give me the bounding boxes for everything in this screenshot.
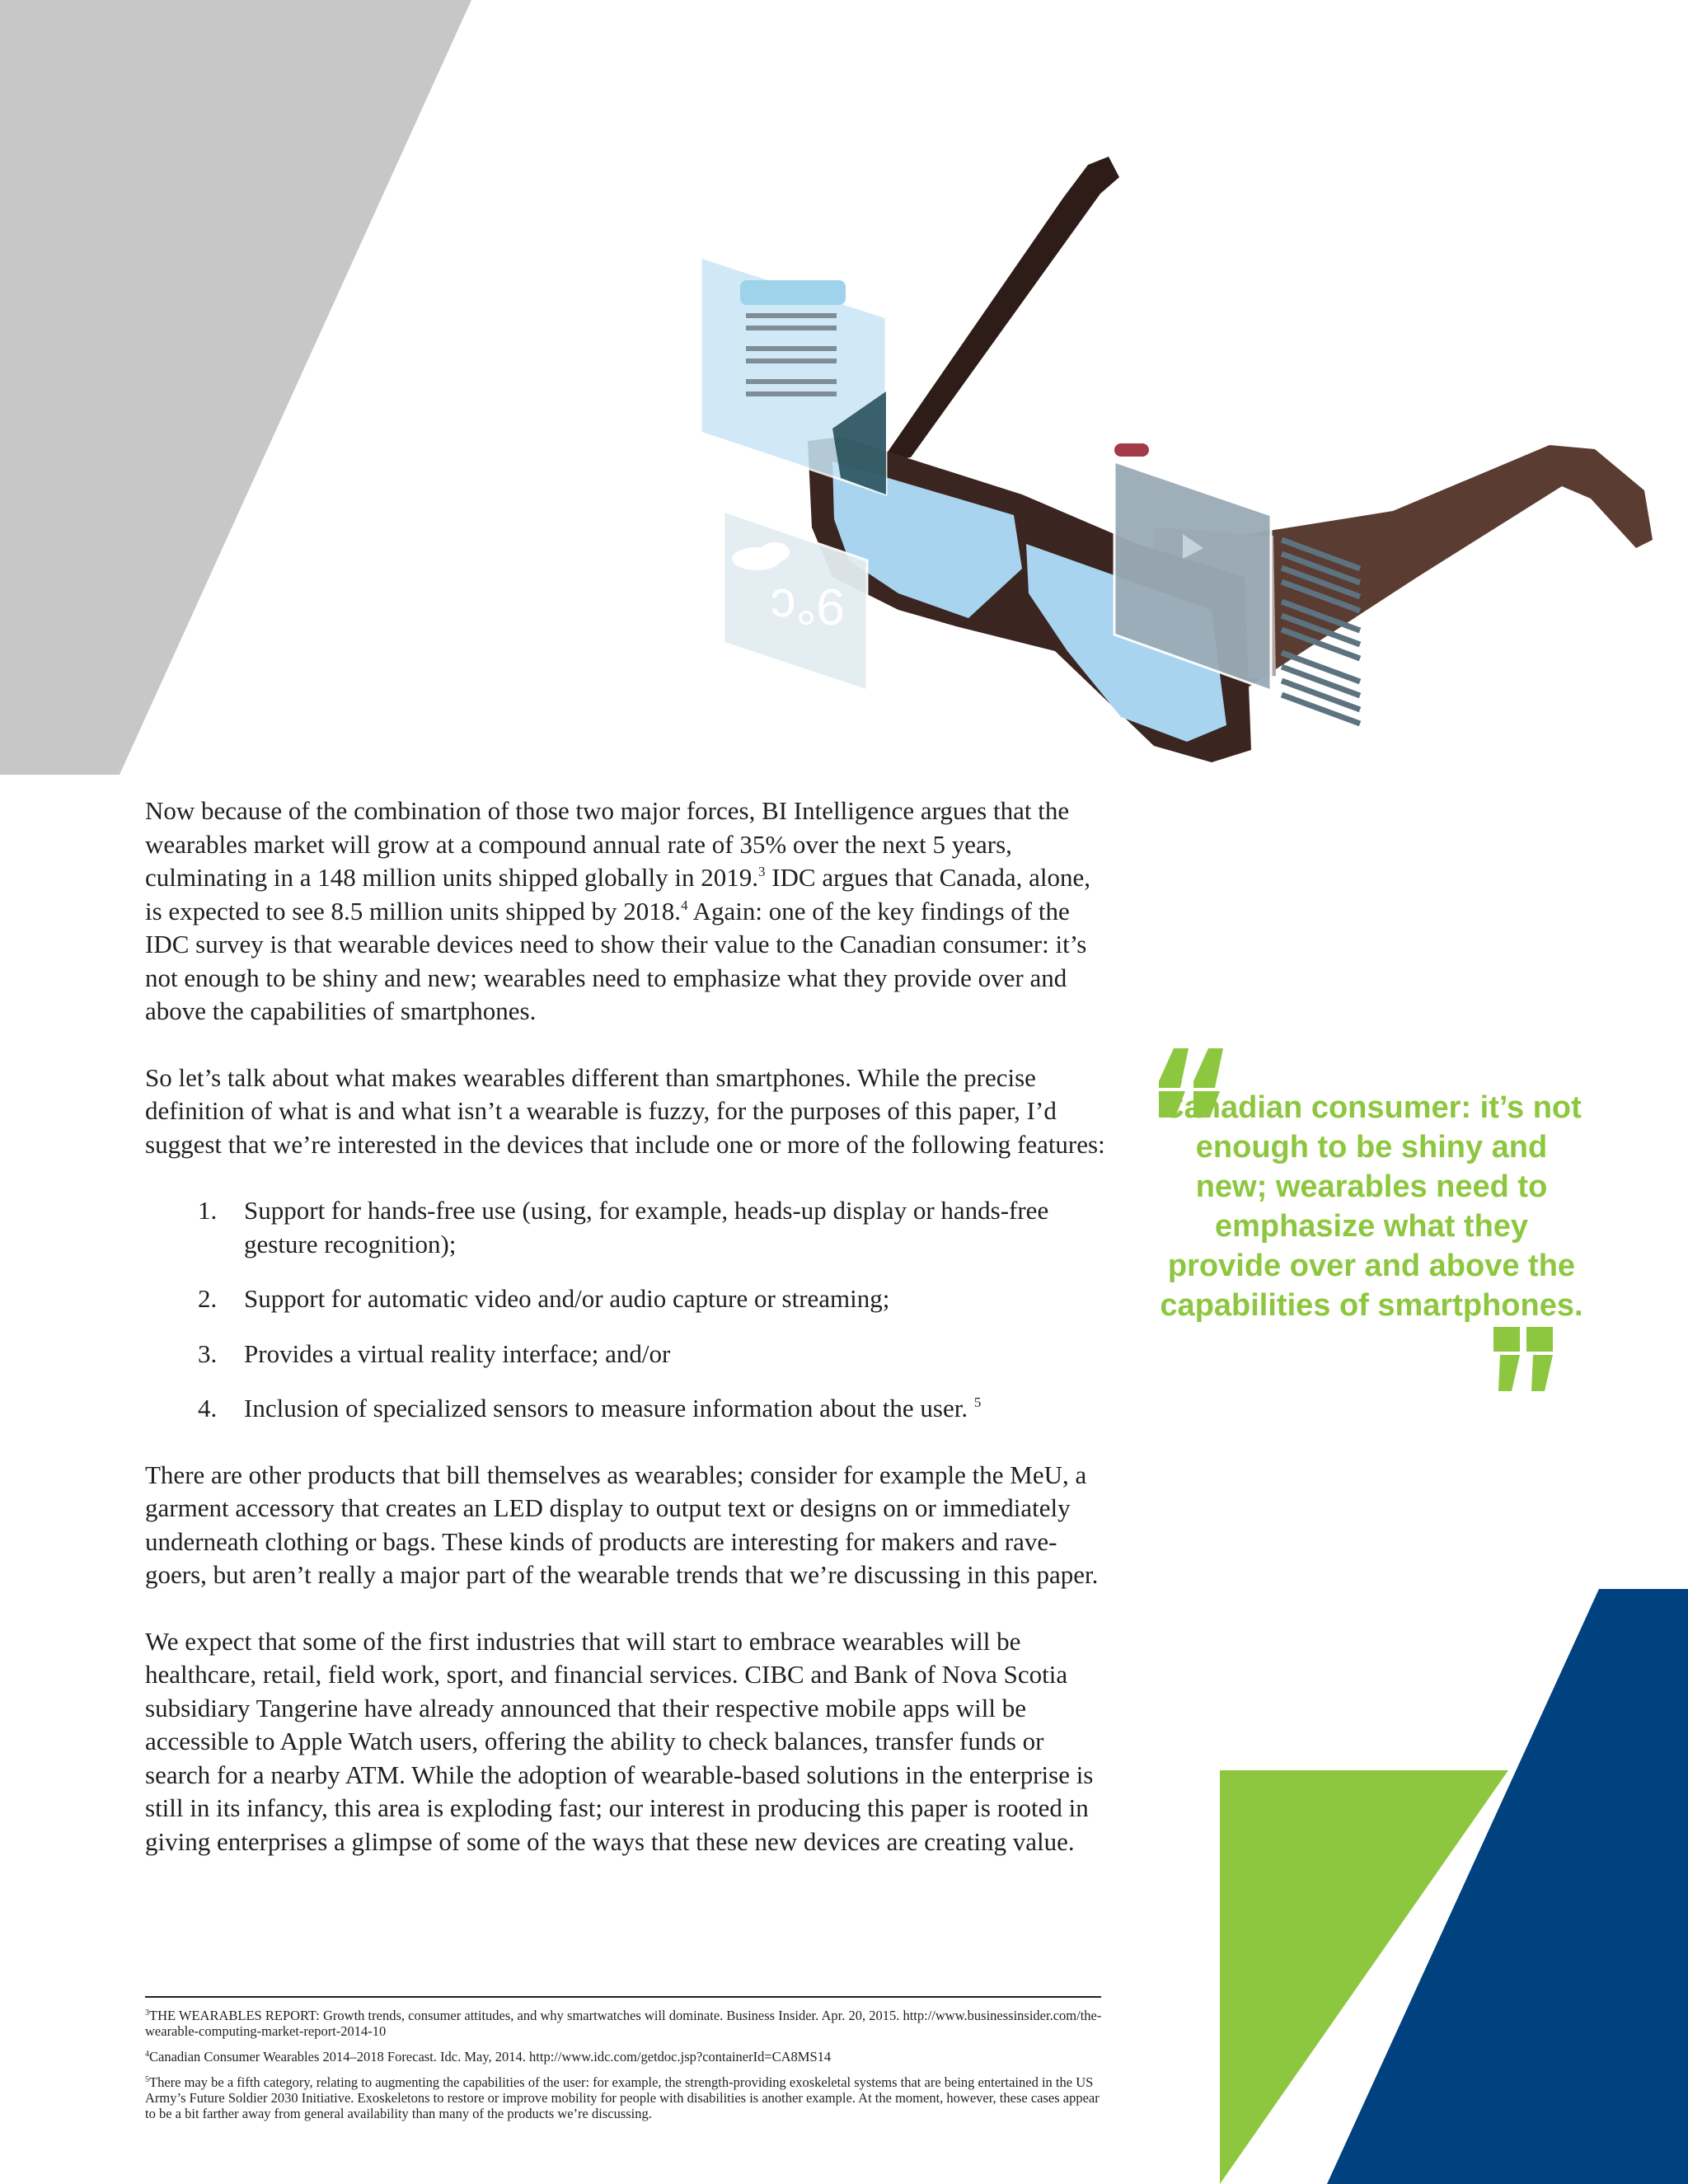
paragraph-growth-part-3: Again: one of the key findings of the IDC survey is that wearable devices need to show their value to the Canadian consumer: it’s not enough to be shiny and new; wearables need to emphasize what they provide over and above the capabilities of smartphones. <box>145 896 1087 1025</box>
body-text <box>145 794 1109 1891</box>
pull-quote: Canadian consumer: it’s not enough to be shiny and new; wearables need to emphasize what they provide over and above the capabilities of smartphones. <box>1160 1090 1583 1323</box>
paragraph-industries: We expect that some of the first industries that will start to embrace wearables will be healthcare, retail, field work, sport, and financial services. CIBC and Bank of Nova Scotia subsidiary Tangerine have already announced that their respective mobile apps will be accessible to Apple Watch users, offering the ability to check balances, transfer funds or search for a nearby ATM. While the adoption of wearable-based solutions in the enterprise is still in its infancy, this area is exploding fast; our interest in producing this paper is rooted in giving enterprises a glimpse of some of the ways that these new devices are creating value. <box>145 1626 1094 1856</box>
list-item-number: 4. <box>198 1394 218 1422</box>
list-item-text: Inclusion of specialized sensors to measure information about the user. <box>244 1394 968 1422</box>
footnote-divider <box>145 1996 1101 1998</box>
close-quote-icon <box>1490 1327 1556 1391</box>
footnote-marker: 5 <box>145 2075 149 2084</box>
features-list <box>145 1194 1109 1426</box>
list-item-text: Support for automatic video and/or audio capture or streaming; <box>244 1284 890 1313</box>
camera-indicator <box>1114 443 1149 457</box>
paragraph-growth-part-2: IDC argues that Canada, alone, is expected to see 8.5 million units shipped by 2018. <box>145 863 1091 926</box>
paragraph-growth <box>145 794 1109 1029</box>
footnote-marker: 3 <box>145 2008 149 2018</box>
paragraph-definition: So let’s talk about what makes wearables different than smartphones. While the precise definition of what is and what isn’t a wearable is fuzzy, for the purposes of this paper, I’d suggest that we’re interested in the devices that include one or more of the following features: <box>145 1062 1105 1159</box>
list-item-number: 3. <box>198 1338 218 1368</box>
list-item <box>145 1338 1109 1371</box>
footnote-ref-4[interactable]: 4 <box>681 897 688 913</box>
paragraph-other-products: There are other products that bill themselves as wearables; consider for example the MeU, a garment accessory that creates an LED display to output text or designs on or immediately underneath clothing or bags. These kinds of products are interesting for makers and rave-goers, but aren’t really a major part of the wearable trends that we’re discussing in this paper. <box>145 1460 1099 1589</box>
temperature-readout: 9°c <box>770 578 845 635</box>
list-item <box>145 1282 1109 1316</box>
footnote-ref-3[interactable]: 3 <box>757 864 766 879</box>
footnote-text: There may be a fifth category, relating to augmenting the capabilities of the user: for example, the strength-providing exoskeletal systems that are being entertained in the US Army’s Future Soldier 2030 Initiative. Exoskeletons to restore or improve mobility for people with disabilities is another example. At the moment, however, these cases appear to be a bit farther away from general availability than many of the products we’re discussing. <box>145 2074 1100 2121</box>
footnotes <box>145 2008 1109 2131</box>
list-item-number: 2. <box>198 1284 218 1313</box>
list-item-text: Provides a virtual reality interface; and/or <box>244 1338 671 1368</box>
footnote-5 <box>145 2074 1109 2121</box>
footnote-marker: 4 <box>145 2050 149 2059</box>
footnote-ref-5[interactable]: 5 <box>973 1394 982 1410</box>
list-item <box>145 1194 1109 1261</box>
paragraph-growth-part-1: Now because of the combination of those two major forces, BI Intelligence argues that the wearables market will grow at a compound annual rate of 35% over the next 5 years, culminating in a 148 million units shipped globally in 2019. <box>145 796 1070 892</box>
list-item-number: 1. <box>198 1196 218 1225</box>
footnote-4 <box>145 2049 1109 2064</box>
list-item <box>145 1392 1109 1426</box>
list-item-text: Support for hands-free use (using, for example, heads-up display or hands-free gesture recognition); <box>244 1196 1049 1258</box>
footnote-text: Canadian Consumer Wearables 2014–2018 Forecast. Idc. May, 2014. http://www.idc.com/getdoc.jsp?containerId=CA8MS14 <box>149 2049 832 2064</box>
footnote-text: THE WEARABLES REPORT: Growth trends, consumer attitudes, and why smartwatches will dominate. Business Insider. Apr. 20, 2015. http://www.businessinsider.com/the-wearable-computing-market-report-2014-10 <box>145 2008 1102 2039</box>
smart-glasses-illustration <box>0 0 1688 775</box>
footnote-3 <box>145 2008 1109 2039</box>
